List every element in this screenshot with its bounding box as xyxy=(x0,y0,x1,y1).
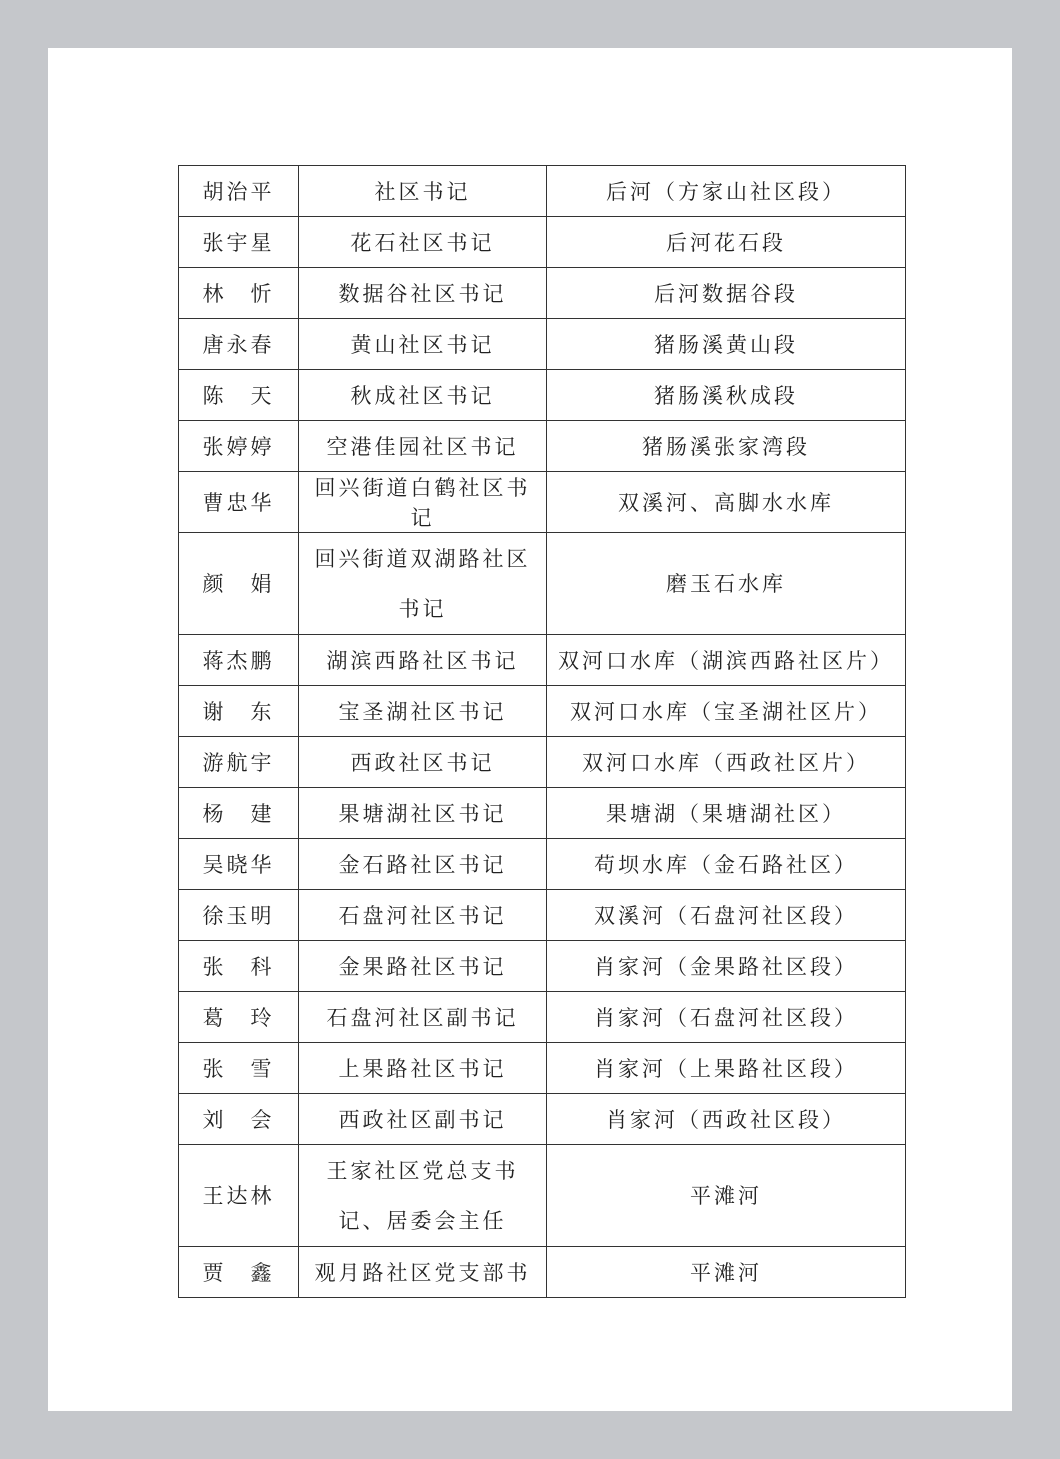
position-cell: 上果路社区书记 xyxy=(299,1043,547,1094)
person-name: 陈 天 xyxy=(202,384,275,408)
river-section-cell: 苟坝水库（金石路社区） xyxy=(547,839,906,890)
table-row xyxy=(179,839,906,890)
table-row xyxy=(179,737,906,788)
river-section-cell: 双河口水库（宝圣湖社区片） xyxy=(547,686,906,737)
river-section-cell: 磨玉石水库 xyxy=(547,533,906,635)
position-cell: 石盘河社区副书记 xyxy=(299,992,547,1043)
person-name: 张 雪 xyxy=(202,1057,275,1081)
position-cell: 空港佳园社区书记 xyxy=(299,421,547,472)
position-cell: 湖滨西路社区书记 xyxy=(299,635,547,686)
position-cell: 社区书记 xyxy=(299,166,547,217)
river-section-cell: 猪肠溪张家湾段 xyxy=(547,421,906,472)
river-section-cell: 猪肠溪黄山段 xyxy=(547,319,906,370)
name-cell xyxy=(179,268,299,319)
person-name: 吴晓华 xyxy=(202,853,275,877)
position-cell: 秋成社区书记 xyxy=(299,370,547,421)
river-section-cell: 双河口水库（湖滨西路社区片） xyxy=(547,635,906,686)
person-name: 游航宇 xyxy=(202,751,275,775)
person-name: 徐玉明 xyxy=(202,904,275,928)
position-cell: 黄山社区书记 xyxy=(299,319,547,370)
table-row xyxy=(179,941,906,992)
person-name: 胡治平 xyxy=(202,180,275,204)
name-cell xyxy=(179,788,299,839)
name-cell xyxy=(179,1094,299,1145)
name-cell xyxy=(179,1247,299,1298)
river-section-cell: 后河花石段 xyxy=(547,217,906,268)
river-section-cell: 肖家河（石盘河社区段） xyxy=(547,992,906,1043)
table-row xyxy=(179,788,906,839)
position-cell: 回兴街道双湖路社区书记 xyxy=(299,533,547,635)
person-name: 曹忠华 xyxy=(202,491,275,515)
position-cell: 果塘湖社区书记 xyxy=(299,788,547,839)
name-cell xyxy=(179,319,299,370)
name-cell xyxy=(179,686,299,737)
table-row xyxy=(179,319,906,370)
person-name: 贾 鑫 xyxy=(202,1261,275,1285)
person-name: 张宇星 xyxy=(202,231,275,255)
river-section-cell: 后河（方家山社区段） xyxy=(547,166,906,217)
position-cell: 宝圣湖社区书记 xyxy=(299,686,547,737)
table-row xyxy=(179,533,906,635)
person-name: 颜 娟 xyxy=(202,571,275,596)
river-section-cell: 肖家河（西政社区段） xyxy=(547,1094,906,1145)
name-cell xyxy=(179,533,299,635)
table-row xyxy=(179,890,906,941)
table-row xyxy=(179,686,906,737)
table-row xyxy=(179,1094,906,1145)
river-section-cell: 双溪河（石盘河社区段） xyxy=(547,890,906,941)
name-cell xyxy=(179,839,299,890)
table-row xyxy=(179,472,906,533)
name-cell xyxy=(179,737,299,788)
person-name: 蒋杰鹏 xyxy=(202,649,275,673)
name-cell xyxy=(179,1145,299,1247)
document-page xyxy=(48,48,1012,1411)
name-cell xyxy=(179,472,299,533)
river-section-cell: 平滩河 xyxy=(547,1145,906,1247)
person-name: 王达林 xyxy=(202,1183,275,1208)
river-chief-table xyxy=(178,165,906,1298)
position-cell: 数据谷社区书记 xyxy=(299,268,547,319)
person-name: 张婷婷 xyxy=(202,435,275,459)
name-cell xyxy=(179,941,299,992)
name-cell xyxy=(179,992,299,1043)
river-section-cell: 双河口水库（西政社区片） xyxy=(547,737,906,788)
person-name: 杨 建 xyxy=(202,802,275,826)
position-cell: 观月路社区党支部书 xyxy=(299,1247,547,1298)
river-section-cell: 平滩河 xyxy=(547,1247,906,1298)
table-row xyxy=(179,1145,906,1247)
table-row xyxy=(179,635,906,686)
table-row xyxy=(179,166,906,217)
name-cell xyxy=(179,217,299,268)
table-row xyxy=(179,1247,906,1298)
table-row xyxy=(179,992,906,1043)
river-section-cell: 肖家河（上果路社区段） xyxy=(547,1043,906,1094)
river-section-cell: 猪肠溪秋成段 xyxy=(547,370,906,421)
table-row xyxy=(179,370,906,421)
table-row xyxy=(179,421,906,472)
person-name: 张 科 xyxy=(202,955,275,979)
person-name: 刘 会 xyxy=(202,1108,275,1132)
river-section-cell: 后河数据谷段 xyxy=(547,268,906,319)
position-cell: 花石社区书记 xyxy=(299,217,547,268)
river-section-cell: 双溪河、高脚水水库 xyxy=(547,472,906,533)
person-name: 唐永春 xyxy=(202,333,275,357)
name-cell xyxy=(179,166,299,217)
person-name: 林 忻 xyxy=(202,282,275,306)
name-cell xyxy=(179,890,299,941)
person-name: 谢 东 xyxy=(202,700,275,724)
position-cell: 石盘河社区书记 xyxy=(299,890,547,941)
position-cell: 金果路社区书记 xyxy=(299,941,547,992)
river-section-cell: 果塘湖（果塘湖社区） xyxy=(547,788,906,839)
name-cell xyxy=(179,1043,299,1094)
name-cell xyxy=(179,370,299,421)
position-cell: 西政社区书记 xyxy=(299,737,547,788)
position-cell: 回兴街道白鹤社区书记 xyxy=(299,472,547,533)
table-row xyxy=(179,268,906,319)
position-cell: 金石路社区书记 xyxy=(299,839,547,890)
name-cell xyxy=(179,421,299,472)
table-row xyxy=(179,217,906,268)
person-name: 葛 玲 xyxy=(202,1006,275,1030)
table-row xyxy=(179,1043,906,1094)
river-section-cell: 肖家河（金果路社区段） xyxy=(547,941,906,992)
position-cell: 王家社区党总支书记、居委会主任 xyxy=(299,1145,547,1247)
name-cell xyxy=(179,635,299,686)
position-cell: 西政社区副书记 xyxy=(299,1094,547,1145)
